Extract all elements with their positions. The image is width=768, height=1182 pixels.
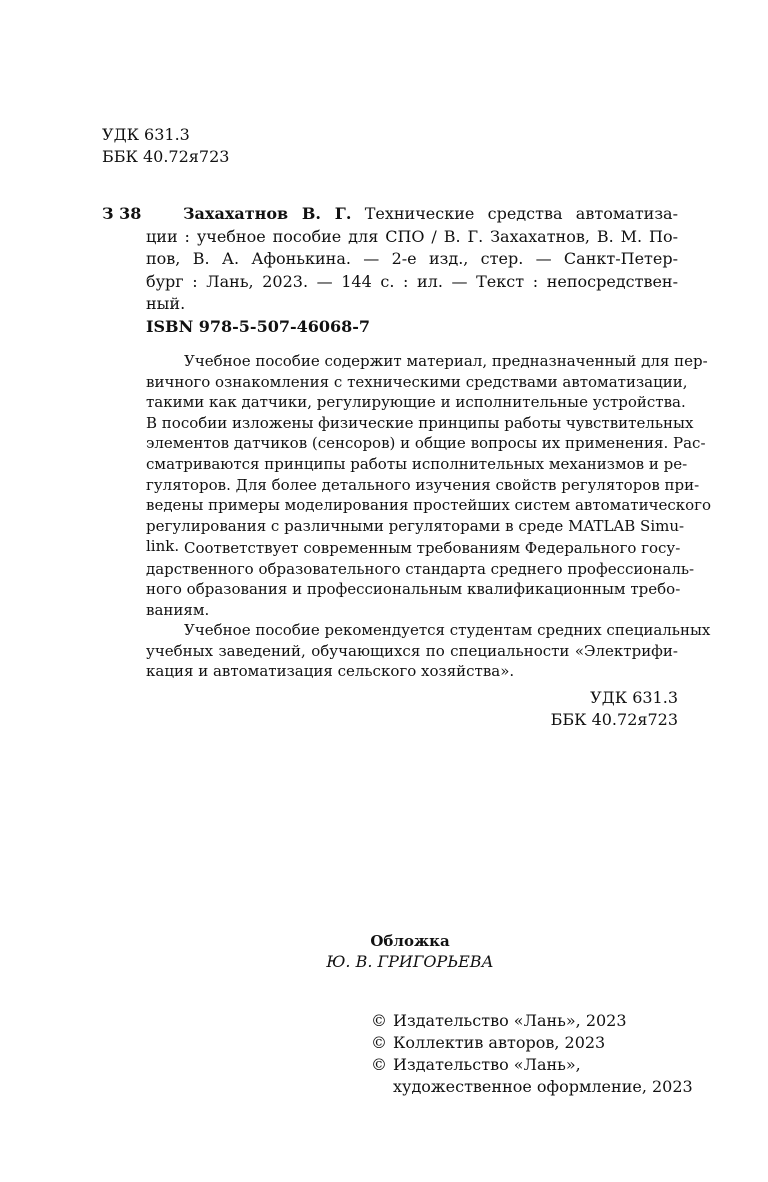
- copyright-icon: ©: [371, 1011, 387, 1030]
- copyright-text: Издательство «Лань», 2023: [393, 1011, 627, 1030]
- annotation-line: вичного ознакомления с техническими средствами автоматизации,: [146, 372, 688, 391]
- bibliographic-entry-first-line: [183, 203, 678, 226]
- author-name: Захахатнов В. Г.: [183, 204, 352, 223]
- annotation-line: сматриваются принципы работы исполнительных механизмов и ре-: [146, 454, 688, 473]
- copyright-line-4: художественное оформление, 2023: [393, 1077, 693, 1096]
- entry-line-4: бург : Лань, 2023. — 144 с. : ил. — Текст : непосредствен-: [146, 271, 678, 291]
- entry-line-5: ный.: [146, 294, 186, 314]
- udk-bottom: УДК 631.3: [590, 688, 678, 707]
- annotation-line: дарственного образовательного стандарта среднего профессиональ-: [146, 559, 695, 578]
- entry-line-2: ции : учебное пособие для СПО / В. Г. Захахатнов, В. М. По-: [146, 226, 678, 246]
- annotation-line: ведены примеры моделирования простейших систем автоматического: [146, 496, 712, 515]
- annotation-line: В пособии изложены физические принципы работы чувствительных: [146, 413, 694, 432]
- annotation-paragraph-1: [146, 351, 712, 557]
- bibliographic-entry-body: [146, 226, 678, 316]
- author-code: З 38: [102, 204, 142, 223]
- entry-line-3: пов, В. А. Афонькина. — 2-е изд., стер. — Санкт-Петер-: [146, 249, 678, 269]
- copyright-block: [371, 1010, 693, 1098]
- copyright-text: Издательство «Лань»,: [393, 1055, 581, 1074]
- copyright-line-2: [371, 1032, 693, 1054]
- udk-top: УДК 631.3: [102, 125, 190, 144]
- entry-line-1: [183, 203, 678, 226]
- annotation-line: Учебное пособие рекомендуется студентам средних специальных: [184, 621, 711, 639]
- copyright-line-3: [371, 1054, 693, 1076]
- annotation-line: регулирования с различными регуляторами в среде MATLAB Simu-: [146, 516, 685, 535]
- annotation-line: ного образования и профессиональным квалификационным требо-: [146, 580, 681, 599]
- annotation-line: такими как датчики, регулирующие и исполнительные устройства.: [146, 393, 686, 412]
- annotation-line: гуляторов. Для более детального изучения свойств регуляторов при-: [146, 475, 700, 494]
- copyright-icon: ©: [371, 1033, 387, 1052]
- annotation-line: кация и автоматизация сельского хозяйства».: [146, 662, 515, 681]
- copyright-text: Коллектив авторов, 2023: [393, 1033, 606, 1052]
- isbn: ISBN 978-5-507-46068-7: [146, 317, 371, 336]
- entry-title-start: Технические средства автоматиза-: [364, 204, 679, 223]
- annotation-line: ваниям.: [146, 600, 210, 619]
- bbk-top: ББК 40.72я723: [102, 147, 230, 166]
- cover-designer: Ю. В. ГРИГОРЬЕВА: [326, 952, 494, 971]
- bbk-bottom: ББК 40.72я723: [550, 710, 678, 729]
- annotation-line: link.: [146, 537, 180, 556]
- annotation-line: элементов датчиков (сенсоров) и общие вопросы их применения. Рас-: [146, 434, 706, 453]
- copyright-line-1: [371, 1010, 693, 1032]
- cover-label: Обложка: [370, 932, 450, 950]
- annotation-paragraph-2: [146, 538, 695, 620]
- annotation-line: учебных заведений, обучающихся по специальности «Электрифи-: [146, 641, 678, 660]
- copyright-icon: ©: [371, 1055, 387, 1074]
- annotation-paragraph-3: [146, 620, 711, 682]
- annotation-line: Учебное пособие содержит материал, предназначенный для пер-: [184, 352, 708, 370]
- annotation-line: Соответствует современным требованиям Федерального госу-: [184, 539, 681, 557]
